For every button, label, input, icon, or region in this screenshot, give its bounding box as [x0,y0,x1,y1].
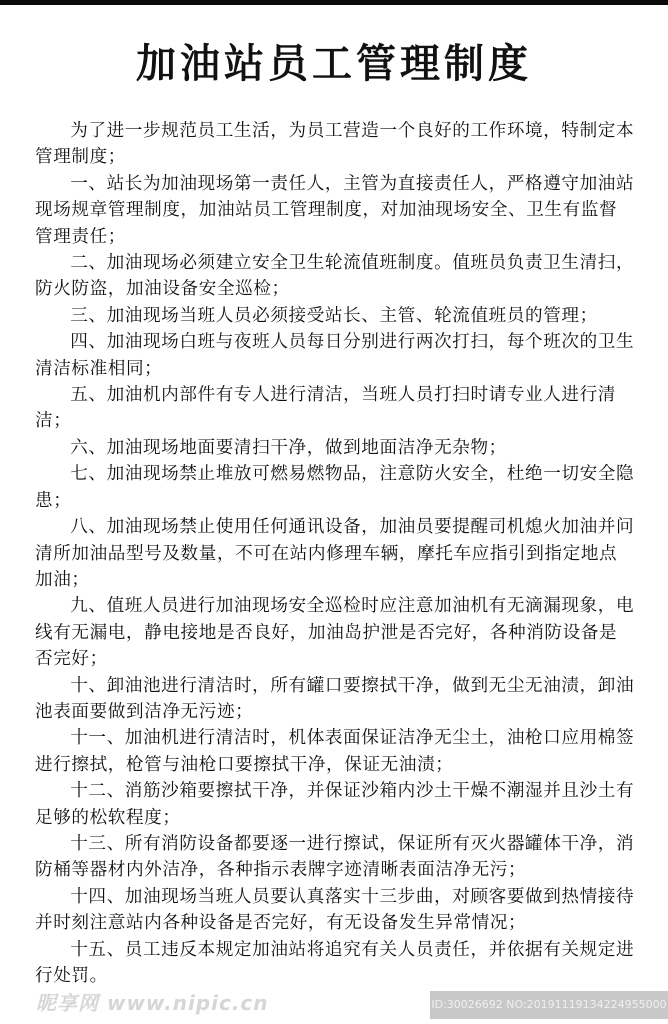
rule-6: 六、加油现场地面要清扫干净，做到地面洁净无杂物； [70,437,507,458]
rule-15: 十五、员工违反本规定加油站将追究有关人员责任，并依据有关规定进行处罚。 [35,939,635,986]
rule-2: 二、加油现场必须建立安全卫生轮流值班制度。值班员负责卫生清扫，防火防盗，加油设备安全巡检； [35,253,635,300]
rule-4: 四、加油现场白班与夜班人员每日分别进行两次打扫，每个班次的卫生清洁标准相同； [35,332,635,379]
rule-11: 十一、加油机进行清洁时，机体表面保证洁净无尘土，油枪口应用棉签进行擦拭，枪管与油枪口要擦拭干净，保证无油渍； [35,728,635,775]
top-border [0,0,668,5]
document-body [35,118,635,989]
rule-14: 十四、加油现场当班人员要认真落实十三步曲，对顾客要做到热情接待并时刻注意站内各种设备是否完好，有无设备发生异常情况； [35,886,635,934]
image-id-watermark: ID:30026692 NO:20191119134224955000 [430,991,668,1019]
rule-1: 一、站长为加油现场第一责任人，主管为直接责任人，严格遵守加油站现场规章管理制度，加油站员工管理制度，对加油现场安全、卫生有监督管理责任； [35,173,635,247]
rule-13: 十三、所有消防设备都要逐一进行擦试，保证所有灭火器罐体干净，消防桶等器材内外洁净，各种指示表牌字迹清晰表面洁净无污； [35,833,635,881]
site-watermark: 昵享网 www.nipic.cn [36,991,269,1015]
rule-7: 七、加油现场禁止堆放可燃易燃物品，注意防火安全，杜绝一切安全隐患； [35,464,635,511]
rule-9: 九、值班人员进行加油现场安全巡检时应注意加油机有无滴漏现象，电线有无漏电，静电接地是否良好，加油岛护泄是否完好，各种消防设备是否完好； [35,596,635,670]
rule-12: 十二、消筋沙箱要擦拭干净，并保证沙箱内沙土干燥不潮湿并且沙土有足够的松软程度； [35,781,635,828]
rule-3: 三、加油现场当班人员必须接受站长、主管、轮流值班员的管理； [70,305,598,326]
intro-paragraph: 为了进一步规范员工生活，为员工营造一个良好的工作环境，特制定本管理制度； [35,121,635,168]
rule-10: 十、卸油池进行清洁时，所有罐口要擦拭干净，做到无尘无油渍，卸油池表面要做到洁净无污迹； [35,675,635,722]
rule-8: 八、加油现场禁止使用任何通讯设备，加油员要提醒司机熄火加油并问清所加油品型号及数量，不可在站内修理车辆，摩托车应指引到指定地点加油； [35,517,635,590]
document-title: 加油站员工管理制度 [136,41,532,87]
rule-5: 五、加油机内部件有专人进行清洁，当班人员打扫时请专业人进行清洁； [35,385,617,432]
